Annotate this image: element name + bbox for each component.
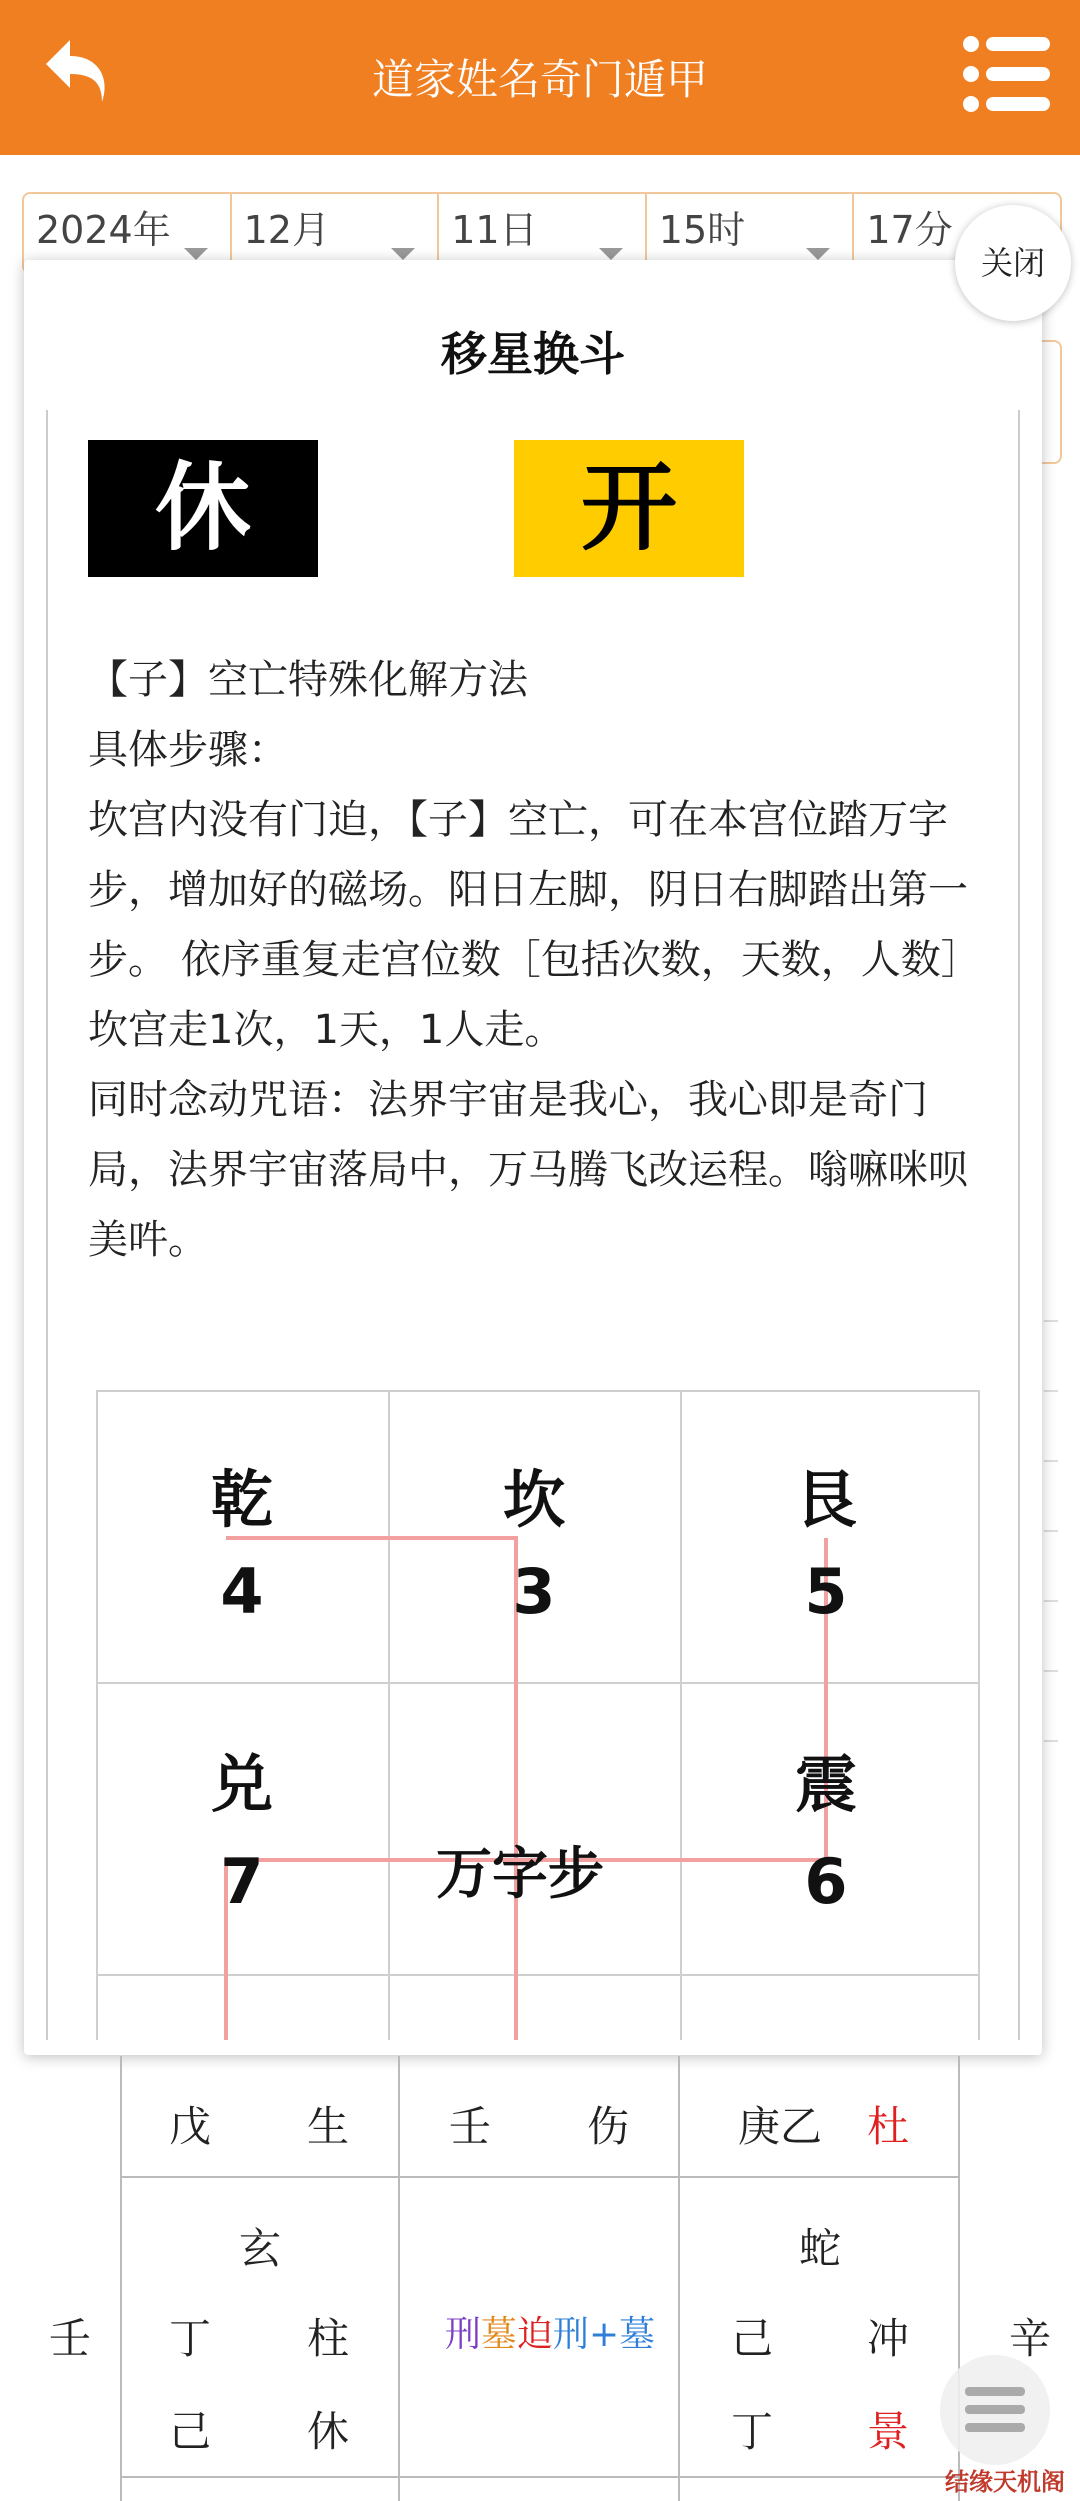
cell-god: 蛇 — [798, 2224, 841, 2273]
marker-po: 迫 — [516, 2314, 553, 2355]
hour-select[interactable]: 15时 — [647, 194, 855, 272]
table-line — [120, 2476, 960, 2478]
cell-stem: 丁 — [168, 2314, 211, 2363]
status-markers — [420, 2306, 680, 2357]
menu-bar — [965, 2405, 1025, 2414]
cell-star: 冲 — [866, 2314, 909, 2363]
marker-mu: +墓 — [588, 2314, 656, 2355]
gua-zhen: 震 — [794, 1748, 857, 1821]
door-rest-badge: 休 — [88, 440, 318, 577]
gua-dui: 兑 — [210, 1748, 273, 1821]
list-menu-icon[interactable] — [962, 34, 1052, 114]
divider — [1044, 1530, 1058, 1532]
gua-number: 4 — [220, 1555, 264, 1628]
instruction-line: 坎宫内没有门迫，【子】空亡，可在本宫位踏万字步，增加好的磁场。阳日左脚，阴日右脚踏出第一步。 依序重复走宫位数［包括次数，天数，人数］坎宫走1次，1天，1人走。 — [88, 797, 981, 1053]
instruction-line: 【子】空亡特殊化解方法 — [88, 657, 528, 703]
divider — [1044, 1740, 1058, 1742]
door-open-badge: 开 — [514, 440, 744, 577]
cell-god: 玄 — [238, 2224, 281, 2273]
divider — [1044, 1390, 1058, 1392]
side-stem: 壬 — [48, 2314, 91, 2363]
divider — [1044, 1670, 1058, 1672]
menu-bar — [965, 2423, 1025, 2432]
table-line — [398, 2056, 400, 2501]
marker-xing: 刑 — [552, 2314, 589, 2355]
gua-number: 5 — [804, 1555, 848, 1628]
table-line — [678, 2056, 680, 2501]
cell-door: 生 — [306, 2102, 349, 2151]
floating-menu-button[interactable] — [940, 2355, 1050, 2465]
cell-stem: 己 — [168, 2407, 211, 2456]
gua-qian: 乾 — [210, 1463, 273, 1536]
dropdown-caret-icon — [806, 248, 830, 260]
page-title: 道家姓名奇门遁甲 — [371, 55, 708, 104]
cell-stem: 戊 — [168, 2102, 211, 2151]
dropdown-caret-icon — [184, 248, 208, 260]
instruction-line: 具体步骤： — [88, 727, 288, 773]
cell-door: 伤 — [586, 2102, 629, 2151]
divider — [1044, 1320, 1058, 1322]
instruction-text — [88, 645, 988, 1275]
popup-title: 移星换斗 — [441, 327, 625, 381]
minute-select[interactable]: 17分 — [866, 208, 953, 252]
cell-stem: 庚乙 — [737, 2102, 822, 2151]
divider — [1044, 1460, 1058, 1462]
gua-number: 6 — [804, 1845, 848, 1918]
dropdown-caret-icon — [391, 248, 415, 260]
table-line — [120, 2176, 960, 2178]
table-line — [120, 2056, 122, 2501]
cell-door: 休 — [306, 2407, 349, 2456]
wanzi-label: 万字步 — [436, 1842, 604, 1907]
cell-stem: 己 — [730, 2314, 773, 2363]
cell-stem: 丁 — [730, 2407, 773, 2456]
cell-door: 景 — [866, 2407, 909, 2456]
menu-bar — [965, 2387, 1025, 2396]
cell-star: 柱 — [306, 2314, 349, 2363]
close-button[interactable]: 关闭 — [955, 205, 1071, 321]
gua-number: 3 — [512, 1555, 556, 1628]
wanzi-step-diagram — [96, 1390, 980, 2040]
month-select[interactable]: 12月 — [232, 194, 440, 272]
side-stem: 辛 — [1008, 2314, 1051, 2363]
dropdown-caret-icon — [599, 248, 623, 260]
watermark-text: 结缘天机阁 — [945, 2468, 1065, 2496]
cell-door: 杜 — [866, 2102, 909, 2151]
marker-mu: 墓 — [480, 2314, 517, 2355]
cell-stem: 壬 — [448, 2102, 491, 2151]
hidden-panel-edge — [1040, 340, 1062, 464]
year-select[interactable]: 2024年 — [24, 194, 232, 272]
gua-gen: 艮 — [794, 1463, 857, 1536]
qimen-board — [0, 2056, 1080, 2501]
popup-content[interactable] — [46, 410, 1020, 2040]
gua-number: 7 — [220, 1845, 264, 1918]
gua-kan: 坎 — [502, 1463, 565, 1536]
marker-xing: 刑 — [444, 2314, 481, 2355]
divider — [1044, 1600, 1058, 1602]
instruction-line: 同时念动咒语：法界宇宙是我心，我心即是奇门局，法界宇宙落局中，万马腾飞改运程。嗡嘛咪呗美吽。 — [88, 1077, 968, 1263]
app-header — [0, 0, 1080, 155]
popup-dialog — [24, 260, 1042, 2055]
day-select[interactable]: 11日 — [439, 194, 647, 272]
